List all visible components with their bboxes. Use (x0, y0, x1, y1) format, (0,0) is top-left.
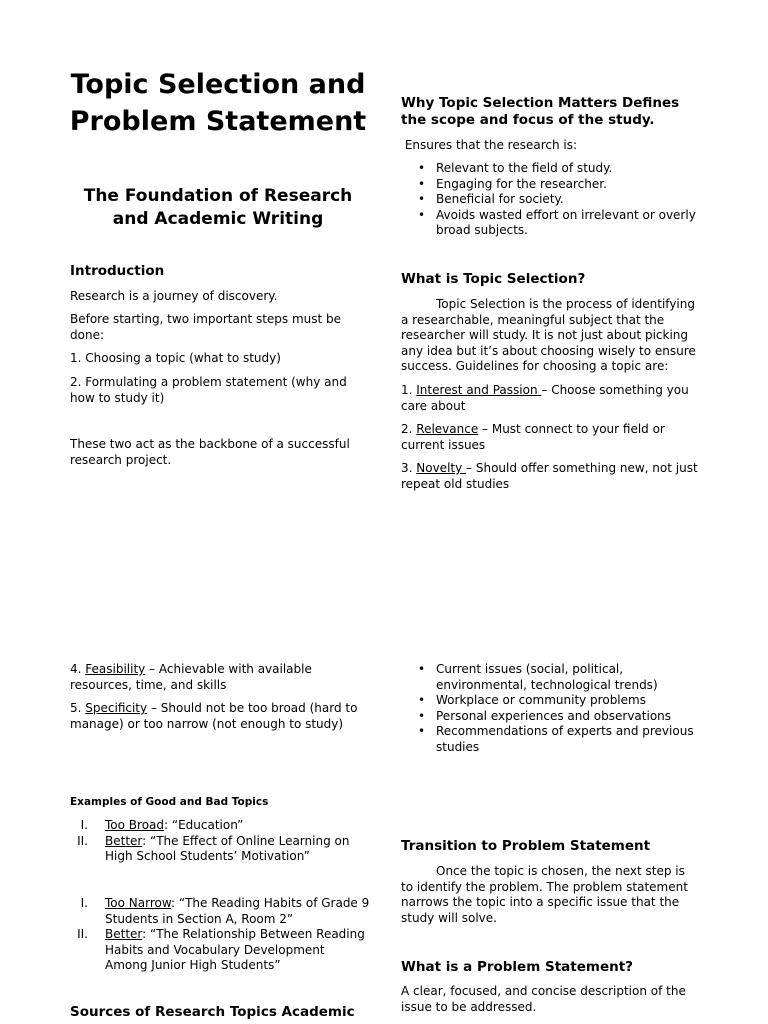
guideline-novelty (401, 461, 701, 492)
topic-selection-definition: Topic Selection is the process of identifying a researchable, meaningful subject that the researcher will study. It is not just about picking any idea but it’s about choosing wisely to ensure success. Guidelines for choosing a topic are: (401, 297, 696, 373)
criterion-term: Feasibility (85, 662, 146, 676)
list-numeral: II. (77, 927, 88, 942)
problem-statement-heading: What is a Problem Statement? (401, 959, 633, 975)
why-bullet-list (401, 161, 699, 239)
page-subtitle: The Foundation of Research and Academic Writing (83, 186, 353, 229)
list-item: • Avoids wasted effort on irrelevant or overly broad subjects. (401, 208, 699, 239)
list-numeral: I. (80, 818, 88, 832)
guideline-interest (401, 383, 696, 414)
sources-bullet-list (401, 662, 699, 756)
list-item (70, 896, 370, 927)
sources-heading: Sources of Research Topics Academic (70, 1004, 355, 1020)
criterion-term: Specificity (85, 701, 148, 715)
why-intro: Ensures that the research is: (401, 138, 578, 152)
guideline-term: Interest and Passion (416, 383, 542, 397)
criterion-number: 5. (70, 701, 86, 715)
what-is-topic-selection-heading: What is Topic Selection? (401, 271, 586, 287)
list-item: • Engaging for the researcher. (401, 177, 699, 193)
guideline-number: 1. (401, 383, 417, 397)
list-item: • Workplace or community problems (401, 693, 699, 709)
guideline-text: – Choose something you care about (401, 383, 689, 413)
examples-list-broad (70, 818, 370, 865)
example-label: Too Narrow (105, 896, 172, 910)
guideline-number: 3. (401, 461, 417, 475)
examples-heading: Examples of Good and Bad Topics (70, 796, 269, 808)
intro-paragraph-3: These two act as the backbone of a successful research project. (70, 437, 350, 467)
introduction-heading: Introduction (70, 263, 165, 279)
example-label: Too Broad (105, 818, 165, 832)
list-item: • Recommendations of experts and previous studies (401, 724, 699, 755)
why-topic-selection-heading: Why Topic Selection Matters Defines the scope and focus of the study. (401, 95, 680, 128)
guideline-term: Relevance (416, 422, 479, 436)
criterion-number: 4. (70, 662, 86, 676)
list-item: • Personal experiences and observations (401, 709, 699, 725)
examples-list-narrow (70, 896, 370, 974)
guideline-number: 2. (401, 422, 417, 436)
guideline-relevance (401, 422, 681, 453)
criterion-text: – Should not be too broad (hard to manage) or too narrow (not enough to study) (70, 701, 358, 731)
example-text: : “The Effect of Online Learning on High School Students’ Motivation” (105, 833, 350, 864)
list-item: • Relevant to the field of study. (401, 161, 699, 177)
list-item: • Current issues (social, political, environmental, technological trends) (401, 662, 699, 693)
example-text: : “The Reading Habits of Grade 9 Students in Section A, Room 2” (105, 896, 370, 926)
transition-heading: Transition to Problem Statement (401, 838, 651, 854)
example-label: Better (105, 927, 143, 942)
problem-statement-definition: A clear, focused, and concise description of the issue to be addressed. (401, 984, 686, 1014)
page-title: Topic Selection and Problem Statement (69, 69, 367, 137)
guideline-text: – Must connect to your field or current issues (401, 422, 665, 452)
intro-paragraph-1: Research is a journey of discovery. (70, 289, 278, 303)
intro-step-1: 1. Choosing a topic (what to study) (70, 351, 281, 365)
intro-paragraph-2: Before starting, two important steps must be done: (70, 312, 342, 342)
list-numeral: II. (77, 833, 88, 848)
example-label: Better (105, 833, 143, 848)
guideline-term: Novelty (416, 461, 467, 475)
guideline-text: – Should offer something new, not just repeat old studies (401, 461, 698, 491)
list-item (70, 834, 370, 865)
list-item: • Beneficial for society. (401, 192, 699, 208)
list-item (70, 818, 370, 834)
list-numeral: I. (80, 896, 88, 910)
criterion-specificity (70, 701, 362, 732)
intro-step-2: 2. Formulating a problem statement (why and how to study it) (70, 375, 347, 405)
criterion-feasibility (70, 662, 360, 693)
example-text: : “The Relationship Between Reading Habits and Vocabulary Development Among Junior High Students” (105, 927, 365, 973)
transition-paragraph: Once the topic is chosen, the next step is to identify the problem. The problem statement narrows the topic into a specific issue that the study will solve. (401, 864, 688, 925)
example-text: : “Education” (164, 818, 244, 832)
criterion-text: – Achievable with available resources, time, and skills (70, 662, 312, 692)
list-item (70, 927, 370, 974)
